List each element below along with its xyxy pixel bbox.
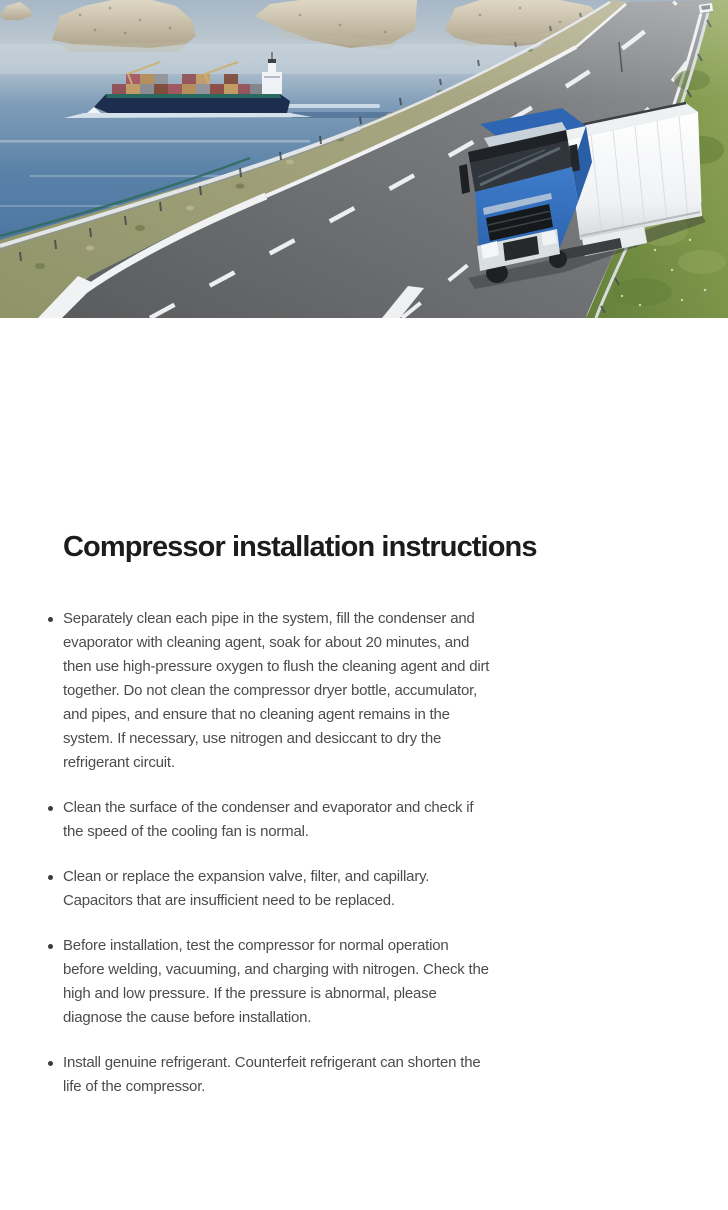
instruction-item: Clean or replace the expansion valve, filter, and capillary. Capacitors that are insufficient need to be replaced. — [63, 865, 490, 913]
atmospheric-haze — [0, 0, 728, 100]
coastal-highway-scene — [0, 0, 728, 318]
article-section — [63, 318, 537, 1099]
instruction-item: Before installation, test the compressor for normal operation before welding, vacuuming, and charging with nitrogen. Check the high and low pressure. If the pressure is abnormal, please diagnose the cause before installation. — [63, 934, 490, 1030]
instruction-item: Install genuine refrigerant. Counterfeit refrigerant can shorten the life of the compressor. — [63, 1051, 490, 1099]
instruction-item: Clean the surface of the condenser and evaporator and check if the speed of the cooling fan is normal. — [63, 796, 490, 844]
instruction-item: Separately clean each pipe in the system, fill the condenser and evaporator with cleaning agent, soak for about 20 minutes, and then use high-pressure oxygen to flush the cleaning agent and dirt together. Do not clean the compressor dryer bottle, accumulator, and pipes, and ensure that no cleaning agent remains in the system. If necessary, use nitrogen and desiccant to dry the refrigerant circuit. — [63, 607, 490, 775]
hero-image — [0, 0, 728, 318]
instruction-list — [63, 607, 490, 1099]
page-title: Compressor installation instructions — [63, 531, 537, 563]
